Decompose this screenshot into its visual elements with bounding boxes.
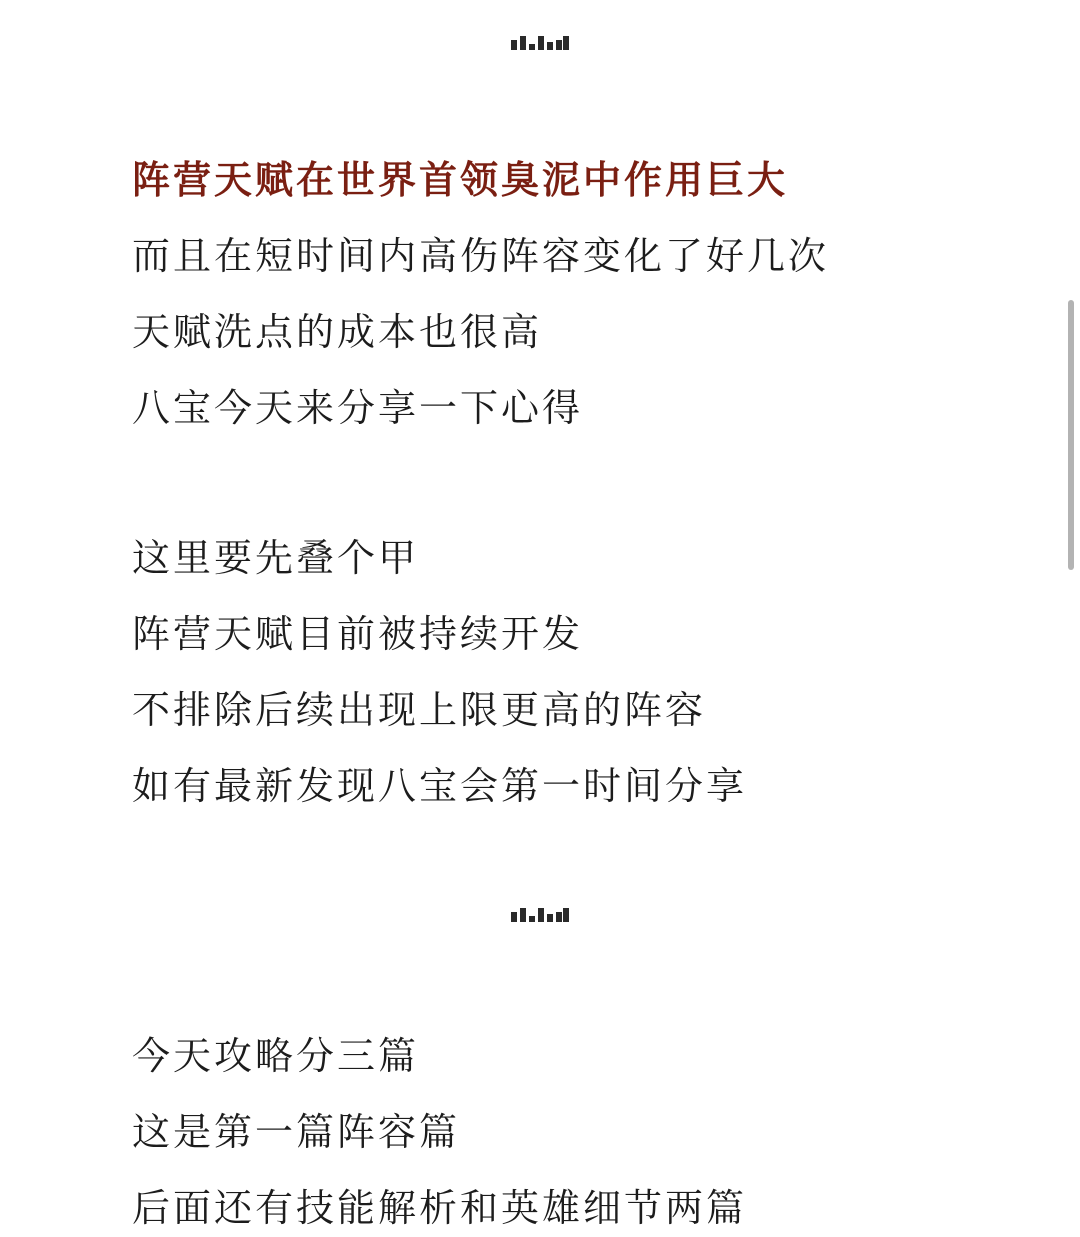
bar-divider-icon bbox=[511, 36, 569, 52]
middle-divider bbox=[0, 908, 1080, 924]
bar-divider-icon bbox=[511, 908, 569, 924]
section2-line: 不排除后续出现上限更高的阵容 bbox=[132, 688, 707, 732]
scrollbar-thumb[interactable] bbox=[1068, 300, 1074, 570]
section3-line: 今天攻略分三篇 bbox=[132, 1034, 420, 1078]
section3-line: 后面还有技能解析和英雄细节两篇 bbox=[132, 1186, 748, 1230]
section3-line: 这是第一篇阵容篇 bbox=[132, 1110, 461, 1154]
section2-line: 阵营天赋目前被持续开发 bbox=[132, 612, 584, 656]
section1-line: 八宝今天来分享一下心得 bbox=[132, 386, 584, 430]
section2-line: 这里要先叠个甲 bbox=[132, 536, 420, 580]
section2-line: 如有最新发现八宝会第一时间分享 bbox=[132, 764, 748, 808]
section1-headline: 阵营天赋在世界首领臭泥中作用巨大 bbox=[132, 158, 789, 202]
top-divider bbox=[0, 36, 1080, 52]
section1-line: 天赋洗点的成本也很高 bbox=[132, 310, 543, 354]
section1-line: 而且在短时间内高伤阵容变化了好几次 bbox=[132, 234, 830, 278]
